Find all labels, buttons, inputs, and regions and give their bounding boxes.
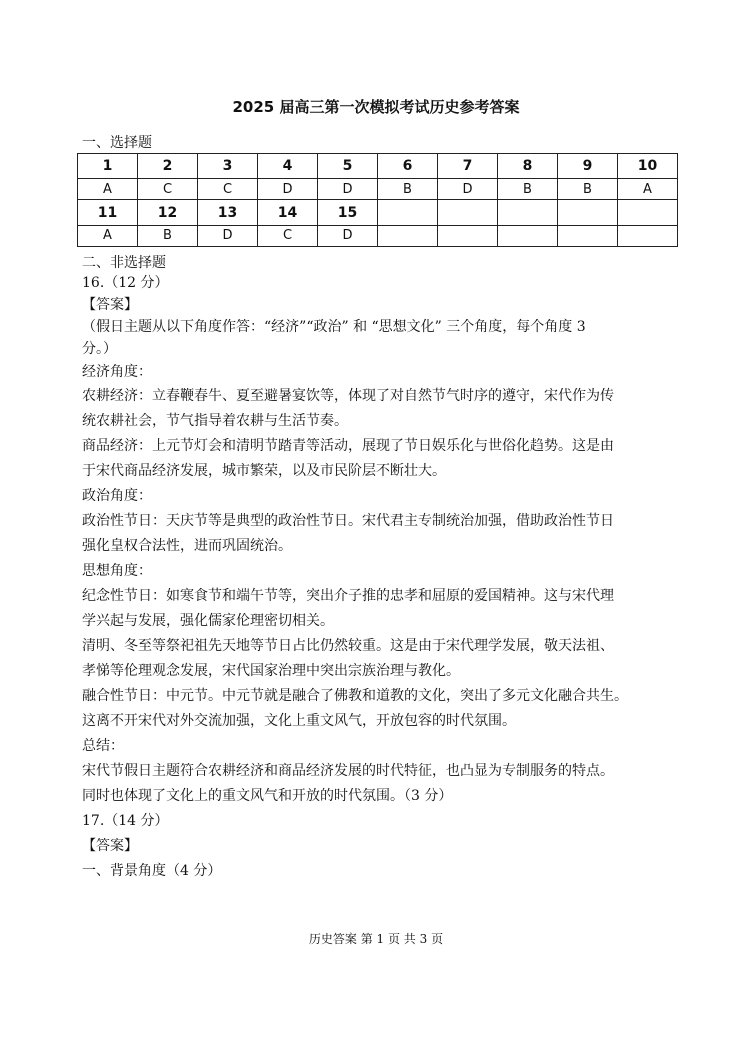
question-number-cell: 2	[138, 154, 198, 179]
answer-cell: B	[378, 179, 438, 200]
body-line: 于宋代商品经济发展，城市繁荣，以及市民阶层不断壮大。	[82, 463, 446, 479]
answer-body	[82, 254, 682, 884]
answer-cell: B	[498, 179, 558, 200]
body-line: 农耕经济：立春鞭春牛、夏至避暑宴饮等，体现了对自然节气时序的遵守，宋代作为传	[82, 388, 614, 404]
table-row-answers-1	[78, 179, 678, 200]
question-number-cell: 13	[198, 200, 258, 225]
page-footer: 历史答案 第 1 页 共 3 页	[308, 932, 444, 946]
answer-cell	[378, 225, 438, 246]
answer-cell: C	[258, 225, 318, 246]
answer-cell: D	[318, 179, 378, 200]
answer-cell: C	[198, 179, 258, 200]
question-number-cell: 1	[78, 154, 138, 179]
question-number-cell: 8	[498, 154, 558, 179]
question-number-cell	[558, 200, 618, 225]
question-number-cell	[618, 200, 678, 225]
subheading-economy: 经济角度：	[82, 364, 152, 380]
body-line: 同时也体现了文化上的重文风气和开放的时代氛围。（3 分）	[82, 788, 453, 804]
answer-cell	[438, 225, 498, 246]
body-line: 宋代节假日主题符合农耕经济和商品经济发展的时代特征，也凸显为专制服务的特点。	[82, 763, 614, 779]
answer-cell	[618, 225, 678, 246]
body-line: 政治性节日：天庆节等是典型的政治性节日。宋代君主专制统治加强，借助政治性节日	[82, 513, 614, 529]
question-number-cell: 9	[558, 154, 618, 179]
subheading-summary: 总结：	[82, 738, 124, 754]
page-title: 2025 届高三第一次模拟考试历史参考答案	[232, 98, 520, 116]
section-heading-non-choice: 二、非选择题	[82, 255, 166, 271]
question-number-cell: 15	[318, 200, 378, 225]
table-row-numbers-1	[78, 154, 678, 179]
question-number-cell: 4	[258, 154, 318, 179]
body-line: 清明、冬至等祭祀祖先天地等节日占比仍然较重。这是由于宋代理学发展，敬天法祖、	[82, 638, 614, 654]
question-number-cell: 10	[618, 154, 678, 179]
body-line: 强化皇权合法性，进而巩固统治。	[82, 538, 292, 554]
answer-cell: D	[258, 179, 318, 200]
table-row-numbers-2	[78, 200, 678, 225]
answer-cell: A	[78, 179, 138, 200]
question-number-cell	[498, 200, 558, 225]
question-number-cell: 5	[318, 154, 378, 179]
question-number-cell: 14	[258, 200, 318, 225]
body-line: 纪念性节日：如寒食节和端午节等，突出介子推的忠孝和屈原的爱国精神。这与宋代理	[82, 588, 614, 604]
body-line: （假日主题从以下角度作答：“经济”“政治” 和 “思想文化” 三个角度，每个角度 3	[82, 319, 586, 335]
body-line: 商品经济：上元节灯会和清明节踏青等活动，展现了节日娱乐化与世俗化趋势。这是由	[82, 438, 614, 454]
answer-table	[77, 153, 678, 247]
body-line: 融合性节日：中元节。中元节就是融合了佛教和道教的文化，突出了多元文化融合共生。	[82, 688, 628, 704]
answer-label: 【答案】	[82, 297, 138, 313]
body-line: 学兴起与发展，强化儒家伦理密切相关。	[82, 613, 334, 629]
answer-cell	[498, 225, 558, 246]
body-line: 孝悌等伦理观念发展，宋代国家治理中突出宗族治理与教化。	[82, 663, 460, 679]
answer-label: 【答案】	[82, 838, 138, 854]
body-line: 统农耕社会，节气指导着农耕与生活节奏。	[82, 413, 348, 429]
subheading-thought: 思想角度：	[82, 563, 152, 579]
body-line: 分。）	[82, 341, 117, 357]
answer-cell	[558, 225, 618, 246]
question-number-cell: 6	[378, 154, 438, 179]
question-16-heading: 16.（12 分）	[82, 275, 169, 291]
question-17-heading: 17.（14 分）	[82, 813, 169, 829]
subheading-politics: 政治角度：	[82, 488, 152, 504]
answer-cell: D	[198, 225, 258, 246]
body-line: 这离不开宋代对外交流加强，文化上重文风气，开放包容的时代氛围。	[82, 713, 516, 729]
question-number-cell: 3	[198, 154, 258, 179]
question-number-cell: 7	[438, 154, 498, 179]
question-number-cell: 11	[78, 200, 138, 225]
table-row-answers-2	[78, 225, 678, 246]
answer-cell: D	[438, 179, 498, 200]
question-number-cell	[438, 200, 498, 225]
answer-cell: D	[318, 225, 378, 246]
answer-cell: C	[138, 179, 198, 200]
question-number-cell	[378, 200, 438, 225]
question-number-cell: 12	[138, 200, 198, 225]
answer-cell: B	[558, 179, 618, 200]
section-heading-choice: 一、选择题	[82, 135, 152, 151]
answer-cell: A	[78, 225, 138, 246]
answer-cell: A	[618, 179, 678, 200]
answer-cell: B	[138, 225, 198, 246]
body-line: 一、背景角度（4 分）	[82, 863, 222, 879]
